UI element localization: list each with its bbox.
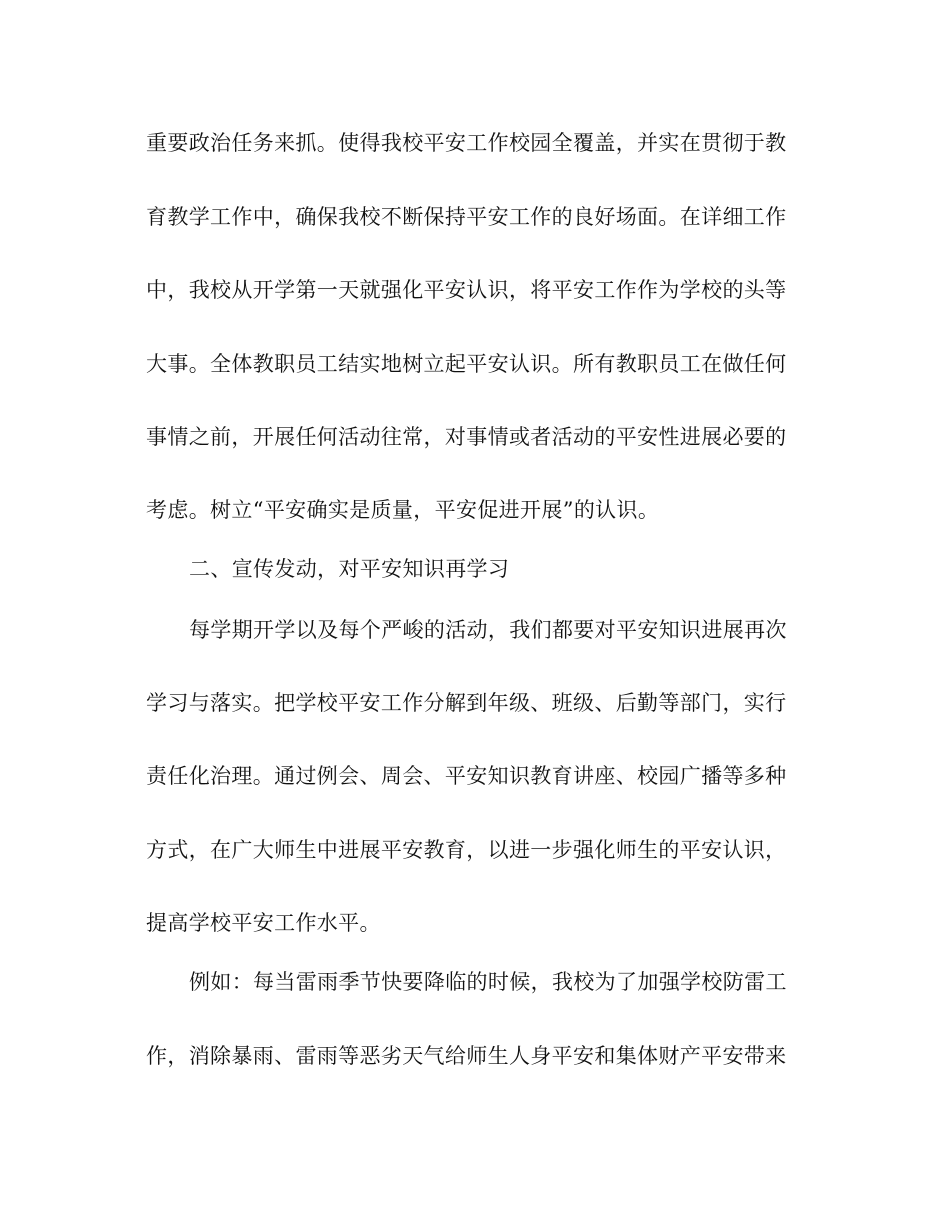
paragraph-1-line-1: 重要政治任务来抓。使得我校平安工作校园全覆盖，并实在贯彻于教 xyxy=(146,131,787,155)
paragraph-2-line-5: 提高学校平安工作水平。 xyxy=(146,911,381,935)
paragraph-2-line-3: 责任化治理。通过例会、周会、平安知识教育讲座、校园广播等多种 xyxy=(146,764,787,788)
paragraph-1-line-5: 事情之前，开展任何活动往常，对事情或者活动的平安性进展必要的 xyxy=(146,425,787,449)
section-heading: 二、宣传发动，对平安知识再学习 xyxy=(189,557,510,581)
paragraph-1-line-6: 考虑。树立“平安确实是质量，平安促进开展”的认识。 xyxy=(146,498,660,522)
paragraph-1-line-2: 育教学工作中，确保我校不断保持平安工作的良好场面。在详细工作 xyxy=(146,205,787,229)
paragraph-3-line-1: 例如：每当雷雨季节快要降临的时候，我校为了加强学校防雷工 xyxy=(189,970,787,994)
paragraph-1-line-4: 大事。全体教职员工结实地树立起平安认识。所有教职员工在做任何 xyxy=(146,352,787,376)
paragraph-1-line-3: 中，我校从开学第一天就强化平安认识，将平安工作作为学校的头等 xyxy=(146,278,787,302)
paragraph-2-line-1: 每学期开学以及每个严峻的活动，我们都要对平安知识进展再次 xyxy=(189,618,787,642)
paragraph-3-line-2: 作，消除暴雨、雷雨等恶劣天气给师生人身平安和集体财产平安带来 xyxy=(146,1044,787,1068)
paragraph-2-line-4: 方式，在广大师生中进展平安教育，以进一步强化师生的平安认识， xyxy=(146,838,787,862)
paragraph-2-line-2: 学习与落实。把学校平安工作分解到年级、班级、后勤等部门，实行 xyxy=(146,691,787,715)
